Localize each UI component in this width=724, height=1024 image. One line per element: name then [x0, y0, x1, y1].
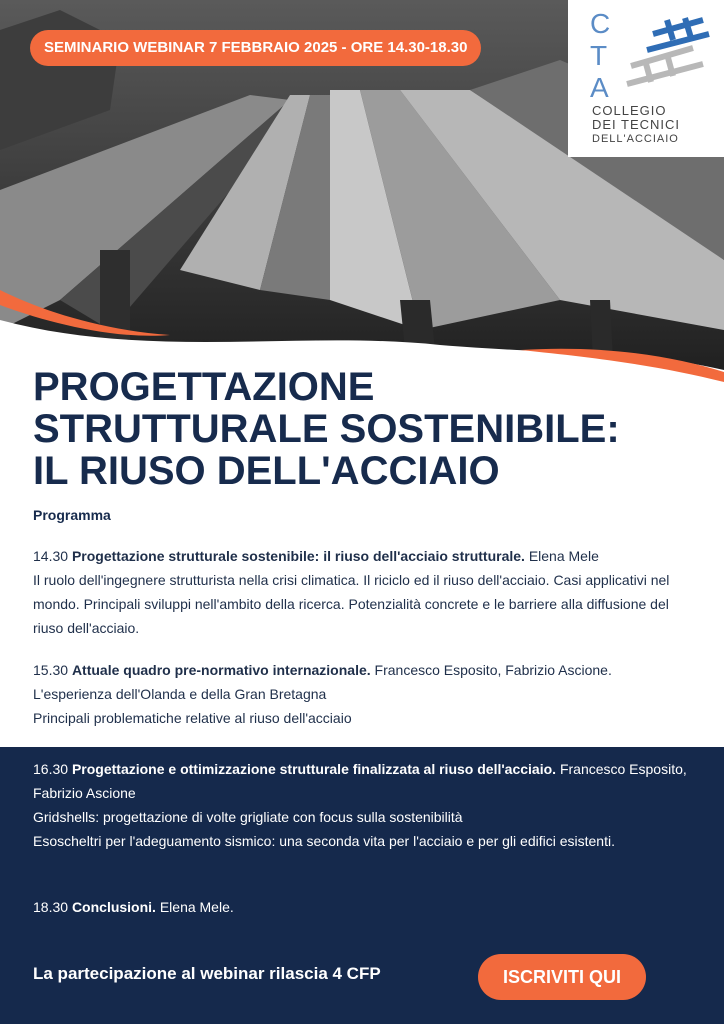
cfp-notice: La partecipazione al webinar rilascia 4 CFP [33, 964, 381, 983]
program-item [33, 658, 693, 730]
program-session-title: Progettazione e ottimizzazione strutturale finalizzata al riuso dell'acciaio. [71, 761, 557, 777]
logo-letter-a: A [590, 72, 609, 103]
program-speakers: Elena Mele [528, 548, 599, 564]
title-line: PROGETTAZIONE [33, 365, 375, 409]
program-session-title: Attuale quadro pre-normativo internazionale. [71, 662, 371, 678]
logo-line-1: COLLEGIO [592, 103, 667, 118]
program-description: Gridshells: progettazione di volte grigliate con focus sulla sostenibilità [33, 809, 463, 825]
program-speakers: Elena Mele. [159, 899, 234, 915]
program-session-title: Conclusioni. [71, 899, 156, 915]
program-description: Principali problematiche relative al riuso dell'acciaio [33, 710, 352, 726]
program-time: 18.30 [33, 899, 69, 915]
program-description: L'esperienza dell'Olanda e della Gran Bretagna [33, 686, 327, 702]
program-item [33, 757, 693, 853]
register-button[interactable]: ISCRIVITI QUI [478, 954, 646, 1000]
page-title [33, 366, 693, 492]
program-speakers: Francesco Esposito, Fabrizio Ascione [33, 761, 687, 801]
program-description: Esoscheltri per l'adeguamento sismico: una seconda vita per l'acciaio e per gli edifici esistenti. [33, 833, 615, 849]
program-item [33, 544, 693, 640]
cta-logo [568, 0, 724, 157]
program-label: Programma [33, 507, 111, 523]
logo-letter-t: T [590, 40, 608, 71]
program-session-title: Progettazione strutturale sostenibile: il riuso dell'acciaio strutturale. [71, 548, 525, 564]
program-item [33, 895, 693, 919]
program-speakers: Francesco Esposito, Fabrizio Ascione. [374, 662, 612, 678]
title-line: STRUTTURALE SOSTENIBILE: [33, 407, 620, 451]
program-time: 16.30 [33, 761, 69, 777]
title-line: IL RIUSO DELL'ACCIAIO [33, 449, 500, 493]
program-description: Il ruolo dell'ingegnere strutturista nella crisi climatica. Il riciclo ed il riuso dell'acciaio. Casi applicativi nel mondo. Principali sviluppi nell'ambito della ricerca. Potenzialità concrete e le barriere alla diffusione del riuso dell'acciaio. [33, 572, 670, 636]
program-time: 14.30 [33, 548, 69, 564]
steel-grid-icon [623, 14, 713, 94]
logo-line-2: DEI TECNICI [592, 117, 681, 132]
logo-letter-c: C [590, 8, 611, 39]
logo-line-3: DELL'ACCIAIO [592, 133, 679, 145]
program-time: 15.30 [33, 662, 69, 678]
event-date-badge: SEMINARIO WEBINAR 7 FEBBRAIO 2025 - ORE 14.30-18.30 [30, 30, 481, 66]
